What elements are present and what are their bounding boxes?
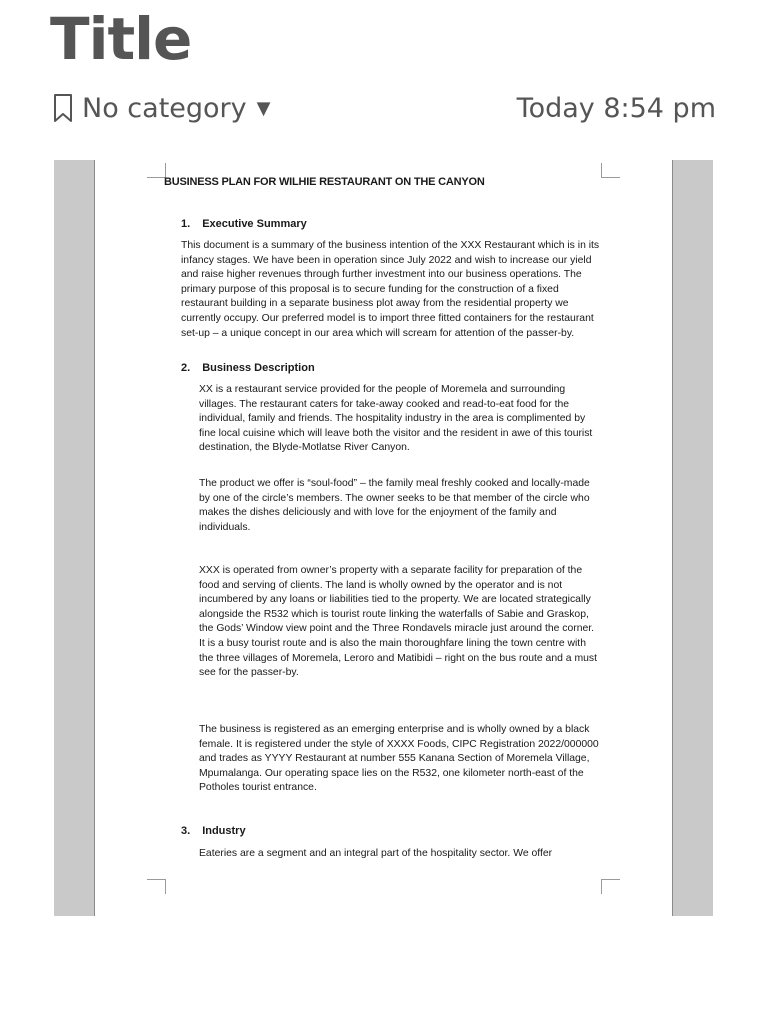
paragraph: Eateries are a segment and an integral part of the hospitality sector. We offer (199, 848, 553, 859)
note-title[interactable]: Title (50, 5, 192, 73)
bookmark-icon (52, 93, 74, 123)
section-heading (181, 361, 315, 376)
document-heading: BUSINESS PLAN FOR WILHIE RESTAURANT ON THE CANYON (164, 176, 485, 188)
crop-mark (601, 879, 620, 894)
section-title: Executive Summary (202, 218, 307, 230)
note-meta-row (52, 88, 716, 128)
document-page (94, 160, 673, 916)
category-selector[interactable] (52, 93, 270, 124)
crop-mark (601, 163, 620, 178)
caret-down-icon: ▼ (256, 97, 271, 119)
paragraph: The product we offer is “soul-food” – the family meal freshly cooked and locally-made by one of the circle’s members. The owner seeks to be that member of the circle who makes the dishes deliciously and with love for the enjoyment of the family and individuals. (199, 478, 590, 533)
paragraph: The business is registered as an emerging enterprise and is wholly owned by a black female. It is registered under the style of XXXX Foods, CIPC Registration 2022/000000 and trades as YYYY Restaurant at number 555 Kanana Section of Moremela Village, Mpumalanga. Our operating space lies on the R532, one kilometer north-east of the Potholes tourist entrance. (199, 724, 599, 794)
crop-mark (147, 879, 166, 894)
section-heading (181, 217, 307, 232)
paragraph: XX is a restaurant service provided for the people of Moremela and surrounding villages. The restaurant caters for take-away cooked and read-to-eat food for the individual, family and friends. The hospitality industry in the area is complimented by fine local cuisine which will leave both the visitor and the resident in awe of this tourist destination, the Blyde-Motlatse River Canyon. (199, 384, 593, 454)
section-title: Industry (202, 825, 246, 837)
section-number: 1. (181, 218, 191, 230)
section-number: 3. (181, 825, 191, 837)
section-number: 2. (181, 362, 191, 374)
category-label: No category (82, 92, 247, 124)
paragraph: This document is a summary of the business intention of the XXX Restaurant which is in its infancy stages. We have been in operation since July 2022 and wish to increase our yield and raise higher revenues through further investment into our business operations. The primary purpose of this proposal is to secure funding for the construction of a fixed restaurant building in a separate business plot away from the residential property we currently occupy. Our preferred model is to import three fitted containers for the restaurant set-up – a unique concept in our area which will scream for attention of the passer-by. (181, 240, 600, 339)
section-title: Business Description (202, 362, 315, 374)
section-heading (181, 824, 246, 839)
document-preview[interactable] (54, 160, 713, 916)
paragraph: XXX is operated from owner’s property with a separate facility for preparation of the food and serving of clients. The land is wholly owned by the operator and is not incumbered by any loans or liabilities tied to the property. We are located strategically alongside the R532 which is tourist route linking the waterfalls of Sabie and Graskop, the Gods’ Window view point and the Three Rondavels miracle just around the corner. It is a busy tourist route and is also the main thoroughfare lining the town centre with the three villages of Moremela, Leroro and Matibidi – right on the bus route and a must see for the passer-by. (199, 565, 597, 679)
note-timestamp: Today 8:54 pm (516, 92, 716, 124)
